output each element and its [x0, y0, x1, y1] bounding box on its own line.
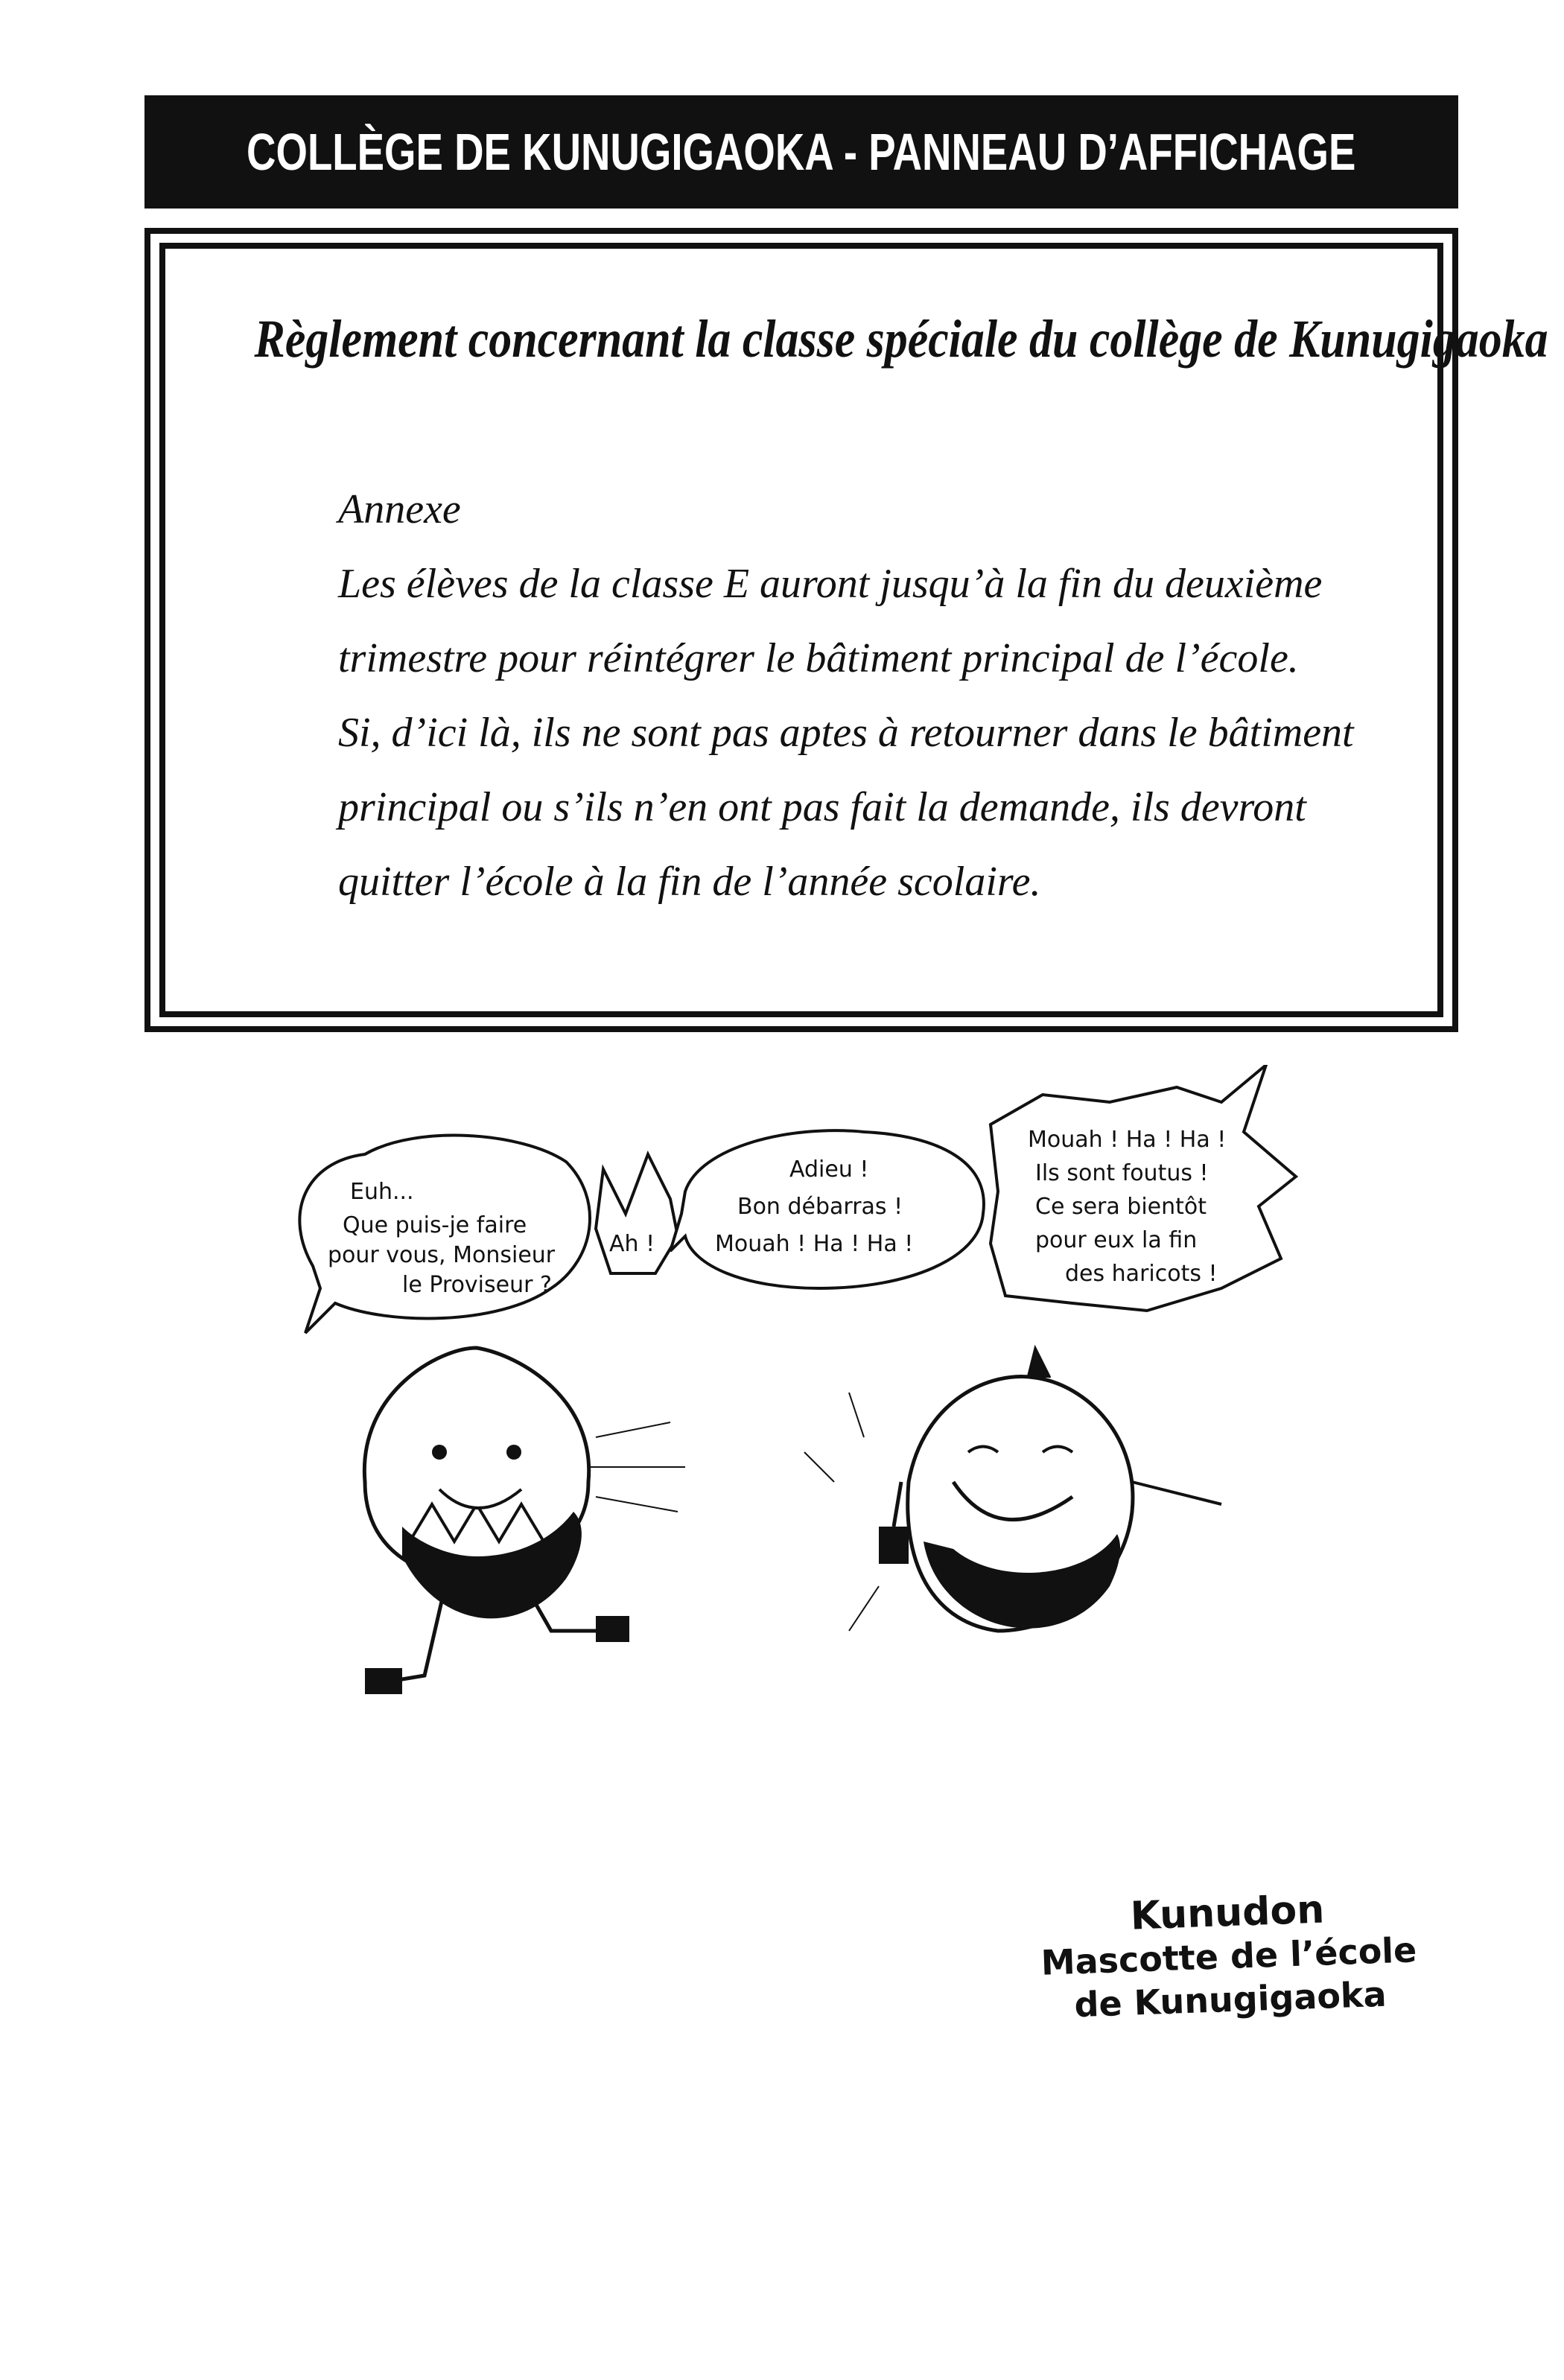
notice-frame [159, 243, 1548, 1017]
notice-line: Les élèves de la classe E auront jusqu’à la fin du deuxième [338, 561, 1323, 607]
notice-line: Annexe [338, 486, 461, 532]
bubble-left-line: Que puis-je faire [343, 1212, 527, 1238]
notice-line: quitter l’école à la fin de l’année scolaire. [338, 859, 1041, 905]
mascot-illustration [253, 1065, 1341, 1899]
notice-title: Règlement concernant la classe spéciale du collège de Kunugigaoka [254, 309, 1548, 369]
bubble-right-line: Ce sera bientôt [1035, 1194, 1207, 1220]
speech-bubble-middle [670, 1130, 984, 1288]
speech-bubble-ah [596, 1154, 678, 1273]
mascot-caption-line: de Kunugigaoka [1073, 1973, 1387, 2026]
bubble-left-line: le Proviseur ? [402, 1272, 552, 1298]
notice-body [338, 472, 1354, 919]
bubble-left-line: Euh... [350, 1179, 414, 1205]
notice-line: Si, d’ici là, ils ne sont pas aptes à retourner dans le bâtiment [338, 710, 1354, 756]
bubble-right-line: pour eux la fin [1035, 1227, 1198, 1253]
notice-line: trimestre pour réintégrer le bâtiment principal de l’école. [338, 635, 1299, 681]
bubble-right-line: Mouah ! Ha ! Ha ! [1028, 1127, 1227, 1153]
mascot-caption-line: Mascotte de l’école [1040, 1929, 1418, 1983]
speech-bubble-left [299, 1136, 590, 1333]
bubble-middle-line: Bon débarras ! [737, 1194, 903, 1220]
speech-bubble-right [991, 1065, 1296, 1311]
header-banner [144, 95, 1458, 209]
notice-line: principal ou s’ils n’en ont pas fait la demande, ils devront [338, 784, 1306, 830]
bubble-right-line: Ils sont foutus ! [1035, 1160, 1209, 1186]
bubble-middle-line: Adieu ! [789, 1156, 869, 1183]
mascot-right-icon [804, 1348, 1221, 1631]
notice-board [144, 228, 1548, 1032]
bubble-ah-text: Ah ! [609, 1231, 655, 1257]
bubble-left-line: pour vous, Monsieur [328, 1242, 556, 1268]
mascot-name: Kunudon [1129, 1887, 1326, 1939]
bubble-middle-line: Mouah ! Ha ! Ha ! [715, 1231, 914, 1257]
mascot-signature [1018, 1884, 1440, 2028]
header-title: COLLÈGE DE KUNUGIGAOKA - PANNEAU D’AFFICHAGE [247, 123, 1356, 181]
bubble-right-line: des haricots ! [1065, 1261, 1218, 1287]
mascot-left-icon [364, 1348, 685, 1694]
